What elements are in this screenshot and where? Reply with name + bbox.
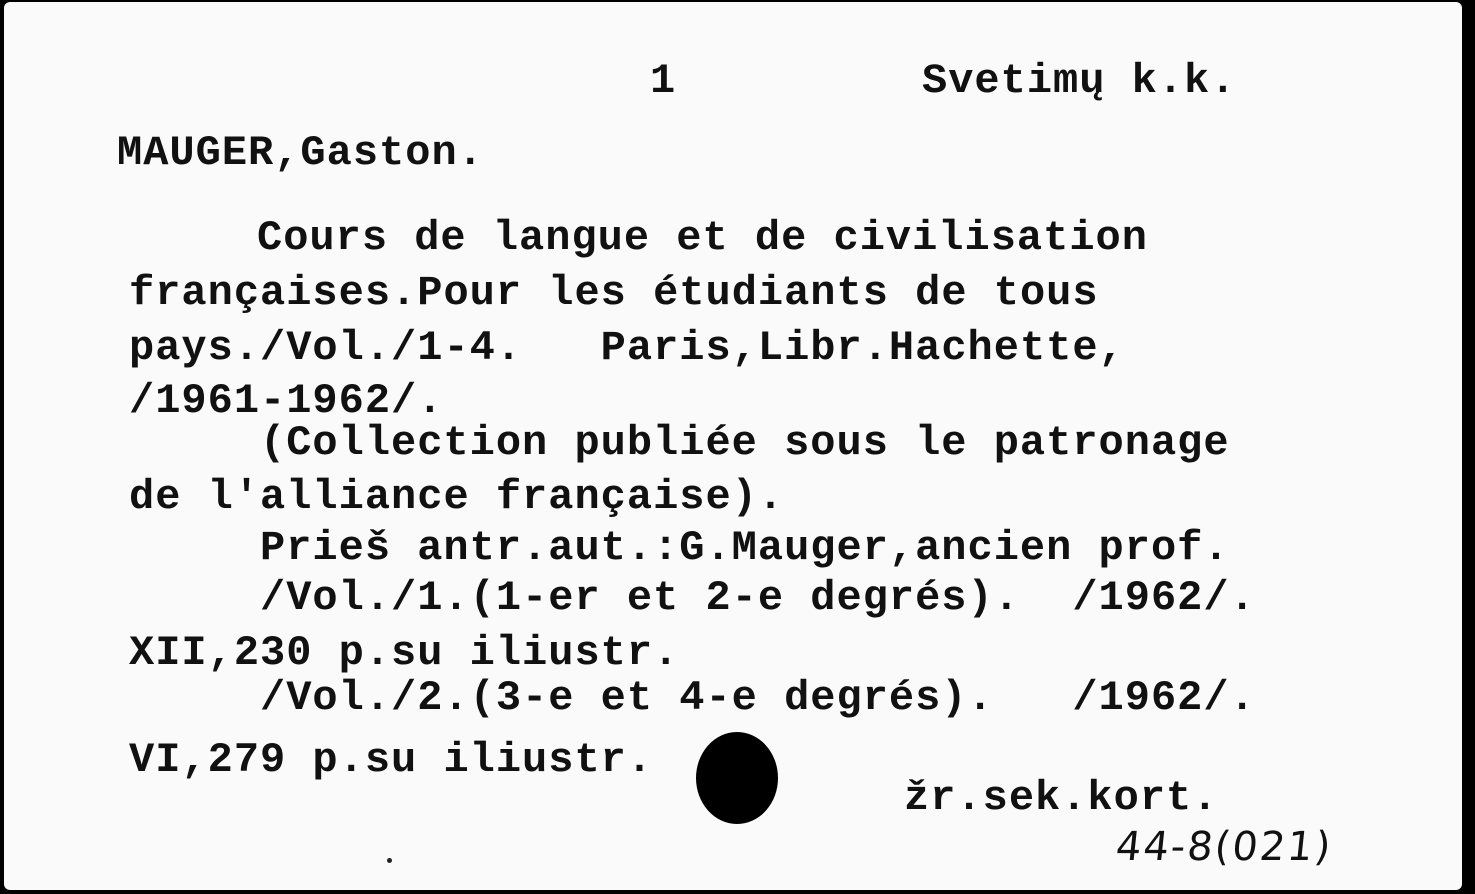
title-line: françaises.Pour les étudiants de tous [129, 269, 1099, 317]
title-line: Cours de langue et de civilisation [257, 214, 1148, 262]
volume-line: /Vol./1.(1-er et 2-e degrés). /1962/. [260, 574, 1256, 622]
title-line: /1961-1962/. [129, 377, 444, 425]
catalog-card [4, 2, 1462, 890]
volume-line: /Vol./2.(3-e et 4-e degrés). /1962/. [260, 674, 1256, 722]
author-heading: MAUGER,Gaston. [117, 129, 484, 177]
collection-mark: Svetimų k.k. [922, 57, 1237, 105]
note-line: Prieš antr.aut.:G.Mauger,ancien prof. [260, 524, 1230, 572]
volume-line: XII,230 p.su iliustr. [129, 629, 680, 677]
ink-speck [387, 858, 392, 863]
shelf-mark: 44-8(021) [1113, 824, 1335, 870]
volume-line: VI,279 p.su iliustr. [129, 736, 654, 784]
title-line: pays./Vol./1-4. Paris,Libr.Hachette, [129, 324, 1125, 372]
source-note: žr.sek.kort. [904, 774, 1219, 822]
series-line: de l'alliance française). [129, 473, 785, 521]
series-line: (Collection publiée sous le patronage [260, 419, 1230, 467]
card-number: 1 [650, 57, 677, 105]
punch-hole [696, 732, 778, 824]
